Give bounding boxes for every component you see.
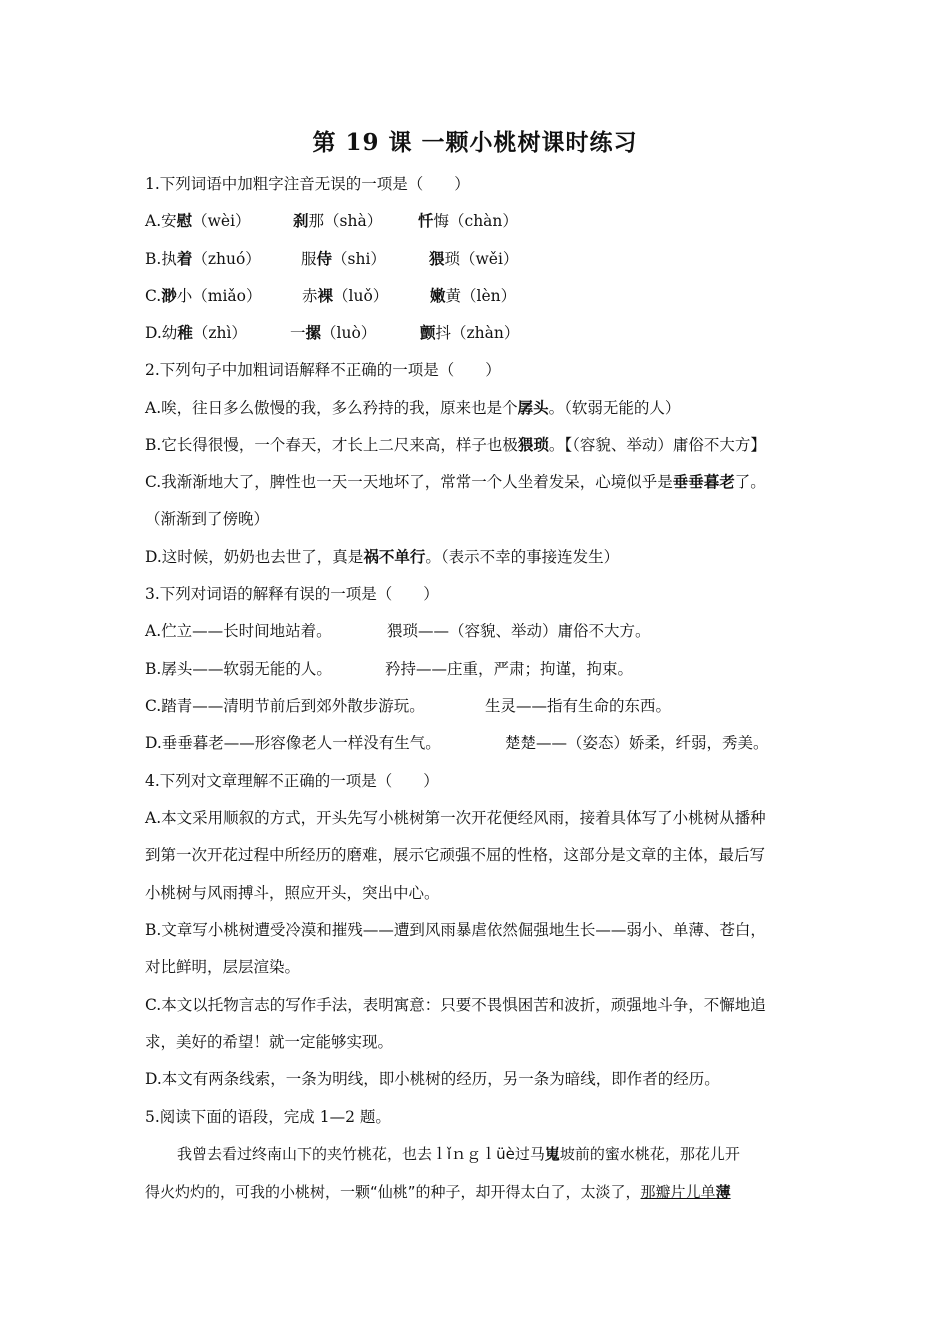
underlined-phrase: 那瓣片儿单薄 (640, 1183, 731, 1201)
q5-stem: 5.阅读下面的语段，完成 1—2 题。 (145, 1108, 391, 1126)
q2-option-c: C.我渐渐地大了，脾性也一天一天地坏了，常常一个人坐着发呆，心境似乎是垂垂暮老了。 (145, 472, 766, 491)
q4-stem: 4.下列对文章理解不正确的一项是（ ） (145, 772, 439, 790)
q4-option-a-line1: A.本文采用顺叙的方式，开头先写小桃树第一次开花便经风雨，接着具体写了小桃树从播种 (145, 809, 766, 827)
q1-option-a: A.安慰（wèi） 刹那（shà） 忏悔（chàn） (145, 211, 518, 230)
q1-option-b: B.执着（zhuó） 服侍（shi） 猥琐（wěi） (145, 249, 519, 268)
q5-passage-line2: 得火灼灼的，可我的小桃树，一颗“仙桃”的种子，却开得太白了，太淡了，那瓣片儿单薄 (145, 1183, 731, 1201)
q4-option-d: D.本文有两条线索，一条为明线，即小桃树的经历，另一条为暗线，即作者的经历。 (145, 1070, 720, 1088)
q4-option-c-line1: C.本文以托物言志的写作手法，表明寓意：只要不畏惧困苦和波折，顽强地斗争，不懈地追 (145, 996, 766, 1014)
q4-option-a-line2: 到第一次开花过程中所经历的磨难，展示它顽强不屈的性格，这部分是文章的主体，最后写 (145, 846, 766, 864)
q2-option-b: B.它长得很慢，一个春天，才长上二尺来高，样子也极猥琐。【（容貌、举动）庸俗不大方】 (145, 435, 766, 454)
q2-stem: 2.下列句子中加粗词语解释不正确的一项是（ ） (145, 361, 501, 379)
page-title: 第 19 课 一颗小桃树课时练习 (312, 129, 638, 156)
q1-stem: 1.下列词语中加粗字注音无误的一项是（ ） (145, 175, 470, 193)
q3-option-b: B.孱头——软弱无能的人。 矜持——庄重，严肃；拘谨，拘束。 (145, 660, 634, 678)
q3-stem: 3.下列对词语的解释有误的一项是（ ） (145, 585, 439, 603)
q2-option-c-cont: （渐渐到了傍晚） (145, 510, 270, 528)
q4-option-b-line2: 对比鲜明，层层渲染。 (145, 958, 301, 976)
q2-option-d: D.这时候，奶奶也去世了，真是祸不单行。（表示不幸的事接连发生） (145, 547, 620, 566)
q3-option-a: A.伫立——长时间地站着。 猥琐——（容貌、举动）庸俗不大方。 (145, 622, 651, 640)
q4-option-b-line1: B.文章写小桃树遭受冷漠和摧残——遭到风雨暴虐依然倔强地生长——弱小、单薄、苍白， (145, 921, 766, 939)
q2-option-a: A.唉，往日多么傲慢的我，多么矜持的我，原来也是个孱头。（软弱无能的人） (145, 398, 681, 417)
q1-option-c: C.渺小（miǎo） 赤裸（luǒ） 嫩黄（lèn） (145, 286, 517, 305)
q1-option-d: D.幼稚（zhì） 一摞（luò） 颤抖（zhàn） (145, 323, 520, 342)
q3-option-d: D.垂垂暮老——形容像老人一样没有生气。 楚楚——（姿态）娇柔，纤弱，秀美。 (145, 734, 769, 752)
q5-passage-line1: 我曾去看过终南山下的夹竹桃花，也去ｌǐｎｇｌüè过马嵬坡前的蜜水桃花，那花儿开 (177, 1145, 740, 1163)
q4-option-c-line2: 求，美好的希望！就一定能够实现。 (145, 1033, 394, 1051)
q4-option-a-line3: 小桃树与风雨搏斗，照应开头，突出中心。 (145, 884, 440, 902)
q3-option-c: C.踏青——清明节前后到郊外散步游玩。 生灵——指有生命的东西。 (145, 697, 672, 715)
